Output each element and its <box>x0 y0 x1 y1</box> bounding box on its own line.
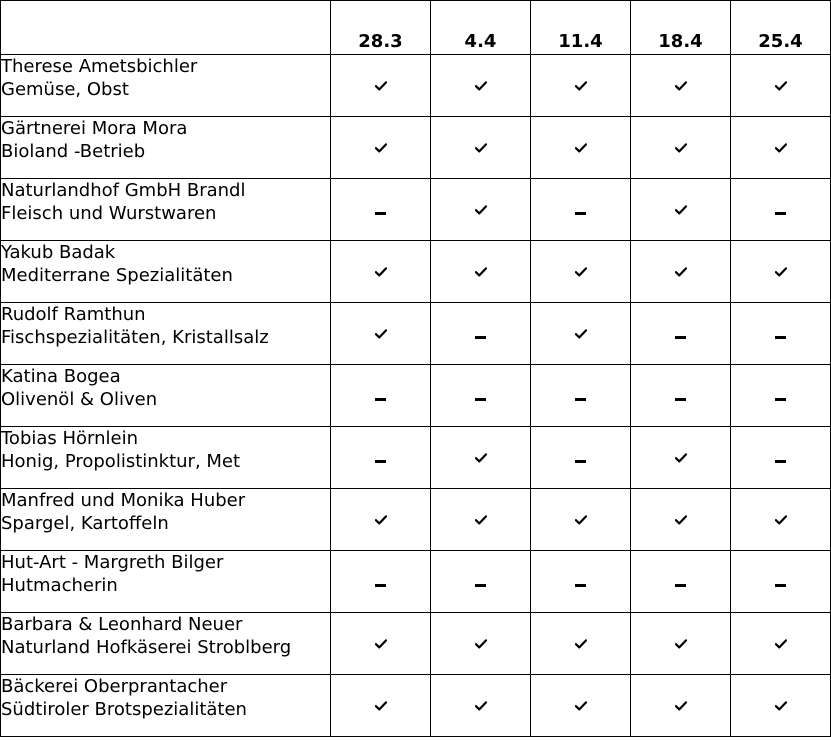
checkmark-icon <box>575 510 587 529</box>
attendance-cell <box>331 241 431 303</box>
vendor-row <box>1 241 831 303</box>
attendance-cell <box>731 613 831 675</box>
attendance-cell <box>531 55 631 117</box>
attendance-cell <box>631 303 731 365</box>
checkmark-icon <box>775 76 787 95</box>
vendor-name: Hut-Art - Margreth Bilger <box>1 552 224 573</box>
checkmark-icon <box>475 448 487 467</box>
checkmark-icon <box>775 510 787 529</box>
attendance-cell <box>631 613 731 675</box>
vendor-cell <box>1 551 331 613</box>
attendance-cell <box>431 117 531 179</box>
vendor-name: Katina Bogea <box>1 366 121 387</box>
vendor-description: Olivenöl & Oliven <box>1 389 158 410</box>
checkmark-icon <box>375 510 387 529</box>
attendance-cell <box>431 551 531 613</box>
attendance-cell <box>631 55 731 117</box>
attendance-cell <box>331 303 431 365</box>
dash-icon <box>375 212 386 215</box>
dash-icon <box>575 398 586 401</box>
vendor-row <box>1 179 831 241</box>
attendance-cell <box>631 489 731 551</box>
checkmark-icon <box>575 634 587 653</box>
vendor-description: Gemüse, Obst <box>1 79 129 100</box>
vendor-row <box>1 303 831 365</box>
date-header: 25.4 <box>731 1 831 55</box>
checkmark-icon <box>675 262 687 281</box>
checkmark-icon <box>475 510 487 529</box>
attendance-cell <box>431 427 531 489</box>
checkmark-icon <box>575 324 587 343</box>
vendor-description: Mediterrane Spezialitäten <box>1 265 233 286</box>
checkmark-icon <box>775 634 787 653</box>
checkmark-icon <box>575 696 587 715</box>
vendor-row <box>1 427 831 489</box>
attendance-cell <box>631 427 731 489</box>
vendor-name: Barbara & Leonhard Neuer <box>1 614 243 635</box>
attendance-cell <box>331 179 431 241</box>
vendor-description: Honig, Propolistinktur, Met <box>1 451 241 472</box>
attendance-cell <box>731 675 831 737</box>
vendor-cell <box>1 179 331 241</box>
dash-icon <box>675 398 686 401</box>
attendance-cell <box>331 365 431 427</box>
vendor-name: Naturlandhof GmbH Brandl <box>1 180 246 201</box>
attendance-cell <box>731 303 831 365</box>
attendance-cell <box>431 365 531 427</box>
dash-icon <box>775 584 786 587</box>
attendance-cell <box>731 551 831 613</box>
attendance-cell <box>431 675 531 737</box>
header-corner-cell <box>1 1 331 55</box>
attendance-cell <box>631 675 731 737</box>
vendor-row <box>1 117 831 179</box>
checkmark-icon <box>475 634 487 653</box>
attendance-cell <box>631 365 731 427</box>
checkmark-icon <box>775 262 787 281</box>
vendor-row <box>1 489 831 551</box>
date-header: 18.4 <box>631 1 731 55</box>
vendor-description: Hutmacherin <box>1 575 118 596</box>
vendor-name: Tobias Hörnlein <box>1 428 139 449</box>
vendor-row <box>1 551 831 613</box>
attendance-cell <box>431 179 531 241</box>
attendance-cell <box>731 117 831 179</box>
dash-icon <box>575 584 586 587</box>
vendor-description: Naturland Hofkäserei Stroblberg <box>1 637 292 658</box>
attendance-cell <box>331 675 431 737</box>
attendance-cell <box>331 427 431 489</box>
vendor-row <box>1 55 831 117</box>
checkmark-icon <box>475 262 487 281</box>
attendance-cell <box>531 365 631 427</box>
checkmark-icon <box>575 262 587 281</box>
vendor-name: Therese Ametsbichler <box>1 56 198 77</box>
date-header: 11.4 <box>531 1 631 55</box>
date-header: 4.4 <box>431 1 531 55</box>
checkmark-icon <box>675 200 687 219</box>
attendance-cell <box>431 55 531 117</box>
dash-icon <box>775 336 786 339</box>
vendor-cell <box>1 55 331 117</box>
checkmark-icon <box>375 138 387 157</box>
checkmark-icon <box>675 696 687 715</box>
dash-icon <box>675 336 686 339</box>
attendance-cell <box>331 551 431 613</box>
vendor-cell <box>1 303 331 365</box>
vendor-cell <box>1 675 331 737</box>
vendor-name: Yakub Badak <box>1 242 116 263</box>
dash-icon <box>775 460 786 463</box>
vendor-cell <box>1 117 331 179</box>
attendance-cell <box>431 241 531 303</box>
vendor-cell <box>1 489 331 551</box>
dash-icon <box>475 336 486 339</box>
attendance-cell <box>731 489 831 551</box>
vendor-row <box>1 365 831 427</box>
dash-icon <box>575 212 586 215</box>
vendor-row <box>1 613 831 675</box>
vendor-description: Fleisch und Wurstwaren <box>1 203 217 224</box>
vendor-rows <box>1 55 831 737</box>
checkmark-icon <box>475 76 487 95</box>
attendance-cell <box>631 241 731 303</box>
attendance-cell <box>631 551 731 613</box>
attendance-cell <box>531 241 631 303</box>
attendance-cell <box>331 55 431 117</box>
attendance-cell <box>531 613 631 675</box>
dash-icon <box>675 584 686 587</box>
attendance-cell <box>531 551 631 613</box>
vendor-cell <box>1 427 331 489</box>
checkmark-icon <box>475 200 487 219</box>
checkmark-icon <box>675 76 687 95</box>
attendance-cell <box>331 489 431 551</box>
attendance-cell <box>531 427 631 489</box>
dash-icon <box>475 398 486 401</box>
vendor-description: Südtiroler Brotspezialitäten <box>1 699 247 720</box>
date-header: 28.3 <box>331 1 431 55</box>
header-row <box>1 1 831 55</box>
vendor-description: Bioland -Betrieb <box>1 141 146 162</box>
dash-icon <box>375 460 386 463</box>
attendance-cell <box>731 241 831 303</box>
attendance-cell <box>531 675 631 737</box>
checkmark-icon <box>375 634 387 653</box>
attendance-cell <box>331 117 431 179</box>
checkmark-icon <box>775 696 787 715</box>
vendor-cell <box>1 241 331 303</box>
checkmark-icon <box>375 324 387 343</box>
dash-icon <box>375 584 386 587</box>
checkmark-icon <box>575 138 587 157</box>
attendance-cell <box>331 613 431 675</box>
attendance-cell <box>731 365 831 427</box>
vendor-name: Manfred und Monika Huber <box>1 490 246 511</box>
checkmark-icon <box>475 138 487 157</box>
vendor-description: Spargel, Kartoffeln <box>1 513 169 534</box>
checkmark-icon <box>675 448 687 467</box>
dash-icon <box>475 584 486 587</box>
vendor-cell <box>1 613 331 675</box>
vendor-name: Rudolf Ramthun <box>1 304 146 325</box>
checkmark-icon <box>475 696 487 715</box>
checkmark-icon <box>675 634 687 653</box>
dash-icon <box>775 212 786 215</box>
attendance-cell <box>431 613 531 675</box>
dash-icon <box>375 398 386 401</box>
checkmark-icon <box>675 138 687 157</box>
vendor-name: Gärtnerei Mora Mora <box>1 118 188 139</box>
attendance-cell <box>631 179 731 241</box>
dash-icon <box>775 398 786 401</box>
checkmark-icon <box>675 510 687 529</box>
attendance-cell <box>731 179 831 241</box>
attendance-cell <box>531 489 631 551</box>
vendor-row <box>1 675 831 737</box>
attendance-cell <box>731 55 831 117</box>
dash-icon <box>575 460 586 463</box>
checkmark-icon <box>775 138 787 157</box>
attendance-cell <box>431 303 531 365</box>
attendance-cell <box>631 117 731 179</box>
vendor-cell <box>1 365 331 427</box>
attendance-cell <box>531 303 631 365</box>
checkmark-icon <box>375 696 387 715</box>
vendor-description: Fischspezialitäten, Kristallsalz <box>1 327 269 348</box>
attendance-cell <box>531 117 631 179</box>
attendance-cell <box>431 489 531 551</box>
attendance-cell <box>531 179 631 241</box>
vendor-name: Bäckerei Oberprantacher <box>1 676 228 697</box>
attendance-cell <box>731 427 831 489</box>
checkmark-icon <box>575 76 587 95</box>
checkmark-icon <box>375 262 387 281</box>
checkmark-icon <box>375 76 387 95</box>
